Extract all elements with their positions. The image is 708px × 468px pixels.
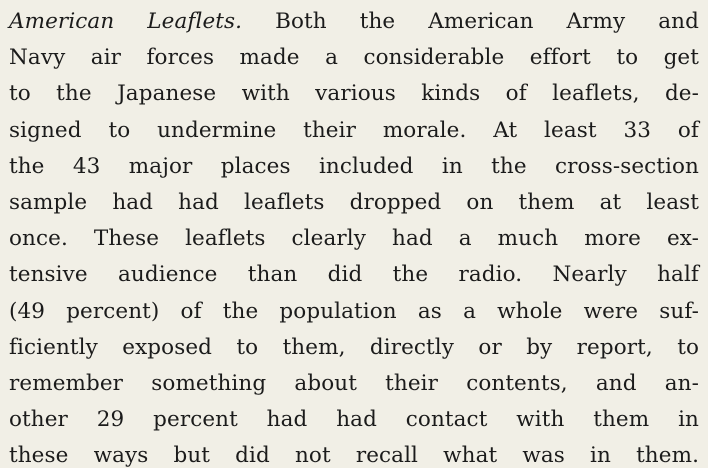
paragraph-line-4: signed to undermine their morale. At least 33 of: [9, 117, 699, 143]
body-paragraph: [9, 4, 699, 468]
paragraph-line-9: (49 percent) of the population as a whole were suf-: [9, 298, 699, 324]
paragraph-line-2: Navy air forces made a considerable effort to get: [9, 45, 699, 71]
paragraph-line-3: to the Japanese with various kinds of leaflets, de-: [9, 81, 699, 107]
paragraph-line-13: these ways but did not recall what was in them.: [9, 443, 699, 468]
section-heading: American Leaflets.: [9, 9, 243, 34]
paragraph-line-6: sample had had leaflets dropped on them at least: [9, 189, 699, 215]
paragraph-line-11: remember something about their contents, and an-: [9, 370, 699, 396]
paragraph-line-10: ficiently exposed to them, directly or by report, to: [9, 334, 699, 360]
paragraph-line-1: [9, 4, 699, 40]
paragraph-line-8: tensive audience than did the radio. Nearly half: [9, 262, 699, 288]
paragraph-line-12: other 29 percent had had contact with them in: [9, 407, 699, 433]
paragraph-line-7: once. These leaflets clearly had a much more ex-: [9, 226, 699, 252]
paragraph-line-5: the 43 major places included in the cross-section: [9, 153, 699, 179]
paragraph-line-1-text: Both the American Army and: [242, 9, 699, 34]
